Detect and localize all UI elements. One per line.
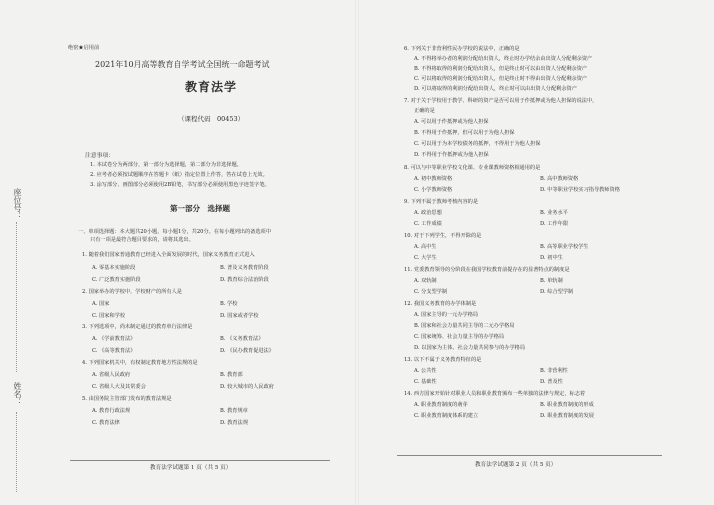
question-9-stem: 9. 下列不属于教师考核内容的是 xyxy=(404,199,479,205)
question-3-option-b: B. 《义务教育法》 xyxy=(220,336,264,342)
exam-title: 2021年10月高等教育自学考试全国统一命题考试 xyxy=(95,60,270,69)
note-line: 2. 应考者必须按试题顺序在答题卡（纸）指定位置上作答，答在试卷上无效。 xyxy=(90,172,268,178)
question-2-option-a: A. 国家 xyxy=(92,301,110,307)
question-4-option-a: A. 省级人民政府 xyxy=(92,372,131,378)
question-9-option-b: B. 业务水平 xyxy=(540,210,568,216)
question-13-option-b: B. 非营利性 xyxy=(540,368,568,374)
question-4-option-b: B. 教育部 xyxy=(220,372,243,378)
question-14-stem: 14. 西方国家开始针对职业人员和职业教育颁布一些单独的法律与规定，标志着 xyxy=(404,391,586,397)
question-5-option-a: A. 教育行政法规 xyxy=(92,408,131,414)
question-2-option-b: B. 学校 xyxy=(220,301,238,307)
question-11-option-b: B. 单轨制 xyxy=(540,278,563,284)
question-14-option-d: D. 职业教育制度的发展 xyxy=(540,413,594,419)
seat-number-label: 座位号： xyxy=(13,188,22,220)
question-7-option-b: B. 不得用于作抵押，但可以用于为他人担保 xyxy=(414,130,515,136)
footer-rule xyxy=(397,455,662,456)
question-5-option-c: C. 教育法律 xyxy=(92,420,120,426)
question-7-stem: 7. 对于关于学校用于教学、科研的资产是否可以用于作抵押或为他人担保的说法中， xyxy=(404,98,598,104)
section-heading: 一、单项选择题：本大题共20小题，每小题1分，共20分。在每小题列出的备选项中 xyxy=(78,229,271,235)
question-6-option-c: C. 可以将取得的利润分配给出资人，但是终止时不得由出资人分配剩余资产 xyxy=(414,76,588,82)
question-7-option-c: C. 可以用于为本学校债务的抵押，不得用于为他人担保 xyxy=(414,141,541,147)
binding-line-lower xyxy=(16,412,17,492)
question-3-option-a: A. 《学前教育法》 xyxy=(92,336,136,342)
question-6-option-a: A. 不得将举办者的利润分配给出资人，终止时办学结余由出资人分配剩余资产 xyxy=(414,56,593,62)
question-6-option-b: B. 不得将取得的利润分配给出资人，但是终止时可以由出资人分配剩余资产 xyxy=(414,66,588,72)
question-8-option-d: D. 中等职业学校实习指导教师资格 xyxy=(540,187,620,193)
question-10-option-c: C. 大学生 xyxy=(414,255,437,261)
question-11-option-a: A. 双轨制 xyxy=(414,278,437,284)
page-right xyxy=(357,0,714,505)
part-title: 第一部分 选择题 xyxy=(170,204,230,213)
question-10-stem: 10. 对于下列学生，不得开除的是 xyxy=(404,233,482,239)
question-14-option-a: A. 职业教育制度的萌芽 xyxy=(414,402,468,408)
question-14-option-b: B. 职业教育制度的形成 xyxy=(540,402,594,408)
question-11-stem: 11. 党委教育领导的分阶段在我国学校教育前提存在的显著特点的制度是 xyxy=(404,267,570,273)
question-5-option-d: D. 教育法规 xyxy=(220,420,249,426)
question-10-option-b: B. 高等职业学校学生 xyxy=(540,244,589,250)
question-12-option-c: C. 国家统筹、社会力量主导的办学格局 xyxy=(414,334,505,340)
question-4-stem: 4. 下列国家机关中，有权制定教育地方性法规的是 xyxy=(82,360,198,366)
question-6-stem: 6. 下列关于非营利性民办学校的说法中，正确的是 xyxy=(404,46,520,52)
question-1-option-a: A. 零基本实施阶段 xyxy=(92,265,136,271)
question-13-option-c: C. 基础性 xyxy=(414,379,437,385)
question-2-stem: 2. 国家举办的学校中，学校财产的所有人是 xyxy=(82,289,182,295)
question-11-option-c: C. 分支型学制 xyxy=(414,289,448,295)
question-1-option-c: C. 广泛教育实施阶段 xyxy=(92,277,141,283)
question-9-option-a: A. 政治思想 xyxy=(414,210,442,216)
confidential-mark: 绝密★启用前 xyxy=(68,45,100,51)
question-14-option-c: C. 职业教育制度体系的建立 xyxy=(414,413,479,419)
question-10-option-a: A. 高中生 xyxy=(414,244,437,250)
question-5-stem: 5. 由国务院主管部门发布的教育法规是 xyxy=(82,396,172,402)
question-8-stem: 8. 可以与中等职业学校文化课、专业课教师资格相通用的是 xyxy=(404,165,541,171)
question-3-option-d: D. 《民办教育促进法》 xyxy=(220,348,274,354)
note-line: 1. 本试卷分为两部分，第一部分为选择题，第二部分为非选择题。 xyxy=(90,162,242,168)
question-5-option-b: B. 教育规章 xyxy=(220,408,248,414)
question-11-option-d: D. 综合型学制 xyxy=(540,289,574,295)
section-heading: 只有一项是最符合题目要求的，请将其选出。 xyxy=(90,237,194,243)
question-2-option-c: C. 国家和学校 xyxy=(92,313,126,319)
question-13-option-a: A. 公共性 xyxy=(414,368,437,374)
question-13-option-d: D. 普及性 xyxy=(540,379,563,385)
question-1-option-b: B. 普及义务教育阶段 xyxy=(220,265,269,271)
question-9-option-d: D. 工作年限 xyxy=(540,221,569,227)
question-10-option-d: D. 初中生 xyxy=(540,255,563,261)
binding-line-upper xyxy=(16,222,17,372)
question-12-stem: 12. 我国义务教育的办学体制是 xyxy=(404,301,477,307)
page-footer: 教育法学试题第 2 页（共 5 页） xyxy=(475,462,557,468)
footer-rule xyxy=(70,460,330,461)
question-3-option-c: C. 《高等教育法》 xyxy=(92,348,136,354)
page-footer: 教育法学试题第 1 页（共 5 页） xyxy=(150,465,232,471)
question-8-option-b: B. 高中教师资格 xyxy=(540,176,579,182)
question-8-option-a: A. 初中教师资格 xyxy=(414,176,453,182)
course-code: （课程代码 00453） xyxy=(178,115,245,123)
question-8-option-c: C. 小学教师资格 xyxy=(414,187,453,193)
note-line: 3. 涂写部分、画图部分必须使用2B铅笔，书写部分必须使用黑色字迹签字笔。 xyxy=(90,182,270,188)
question-12-option-b: B. 国家和社会力量共同主导的二元办学格局 xyxy=(414,323,515,329)
question-4-option-c: C. 省级人大及其常委会 xyxy=(92,384,146,390)
question-3-stem: 3. 下列选项中，尚未制定通过的教育单行法律是 xyxy=(82,324,193,330)
subject-title: 教育法学 xyxy=(185,80,238,94)
question-13-stem: 13. 以下不属于义务教育特征的是 xyxy=(404,357,482,363)
question-7-option-a: A. 可以用于作抵押或为他人担保 xyxy=(414,119,489,125)
question-7-stem-cont: 正确的是 xyxy=(414,108,435,114)
question-6-option-d: D. 可以将取得的利润分配给出资人，终止时可以由出资人分配剩余资产 xyxy=(414,86,577,92)
question-4-option-d: D. 较大城市的人民政府 xyxy=(220,384,274,390)
question-12-option-a: A. 国家主导的一元办学格局 xyxy=(414,312,479,318)
question-2-option-d: D. 国家或者学校 xyxy=(220,313,259,319)
question-1-stem: 1. 随着我们国家普通教育已经进入全面发展的时代，国家义务教育正式进入 xyxy=(82,252,255,258)
question-9-option-c: C. 工作成绩 xyxy=(414,221,442,227)
notes-title: 注意事项： xyxy=(85,153,114,159)
question-12-option-d: D. 以国家为主体、社会力量共同参与的办学格局 xyxy=(414,345,526,351)
question-1-option-d: D. 教育综合法治阶段 xyxy=(220,277,269,283)
name-label: 姓名： xyxy=(13,382,22,406)
question-7-option-d: D. 不得用于作抵押或为他人担保 xyxy=(414,152,489,158)
